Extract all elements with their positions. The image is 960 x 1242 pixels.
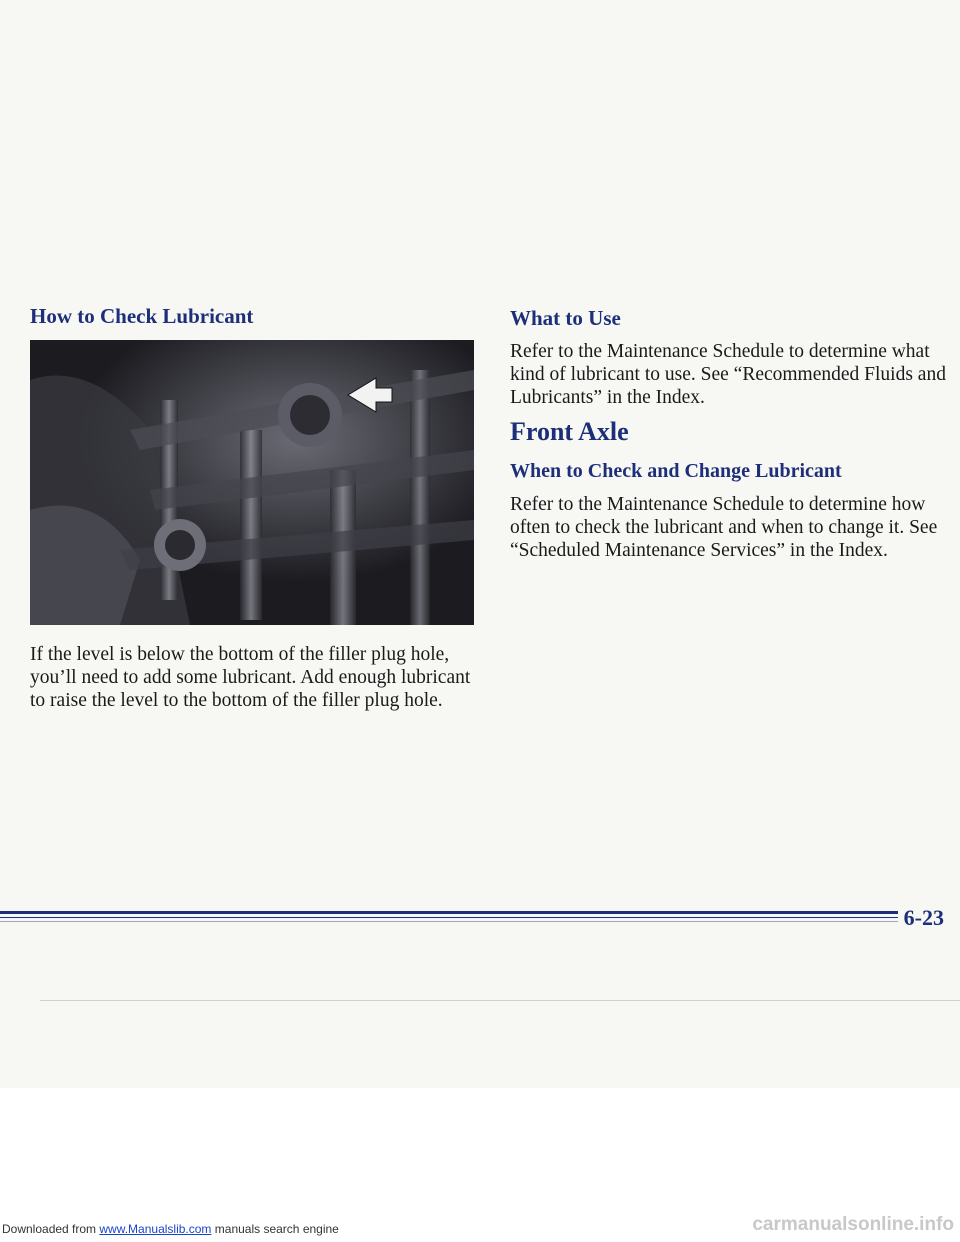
what-to-use-heading: What to Use [510, 306, 621, 330]
download-prefix: Downloaded from [2, 1222, 100, 1236]
carmanuals-watermark: carmanualsonline.info [752, 1214, 954, 1235]
footer-rule-thick [0, 911, 898, 914]
download-note [2, 1222, 339, 1236]
page-number: 6-23 [903, 905, 944, 930]
what-to-use-text: Refer to the Maintenance Schedule to determine what kind of lubricant to use. See “Recommended Fluids and Lubricants” in the Index. [510, 341, 946, 408]
filler-plug-photo [30, 340, 474, 625]
axle-housing-image [30, 340, 474, 625]
when-to-check-text: Refer to the Maintenance Schedule to determine how often to check the lubricant and when to change it. See “Scheduled Maintenance Services” in the Index. [510, 494, 938, 561]
footer-rule-light [0, 921, 898, 922]
when-to-check-heading: When to Check and Change Lubricant [510, 460, 842, 482]
download-suffix: manuals search engine [211, 1222, 339, 1236]
scan-edge-line [40, 1000, 960, 1001]
how-to-check-heading: How to Check Lubricant [30, 304, 254, 328]
manualslib-link[interactable]: www.Manualslib.com [99, 1222, 212, 1236]
level-instructions: If the level is below the bottom of the filler plug hole, you’ll need to add some lubricant. Add enough lubricant to raise the level to the bottom of the filler plug hole. [30, 644, 471, 711]
front-axle-title: Front Axle [510, 417, 629, 446]
footer-rule-thin [0, 917, 898, 918]
